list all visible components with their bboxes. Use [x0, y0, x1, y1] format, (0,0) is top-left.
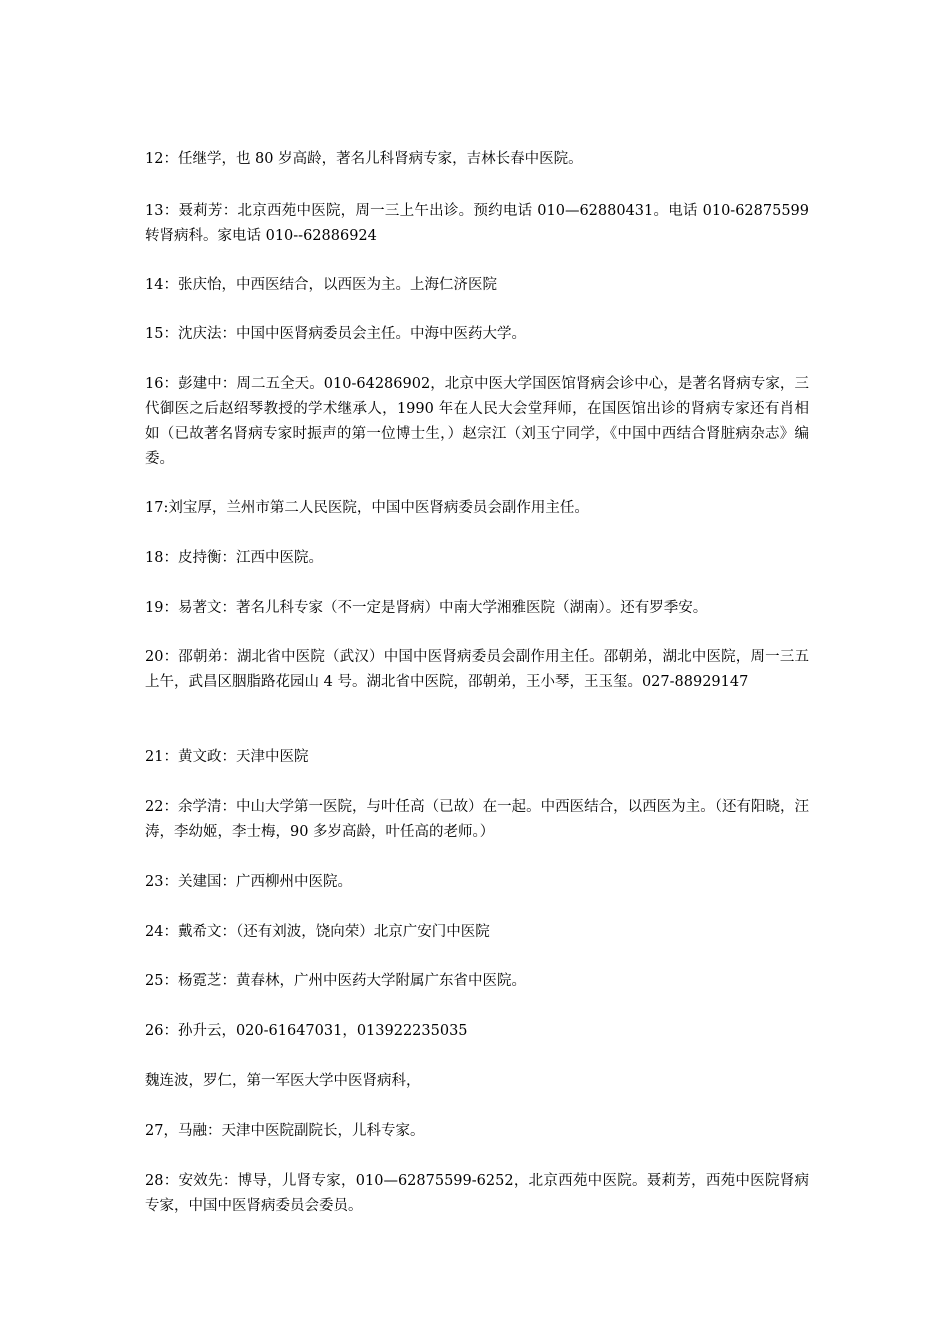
entry-27: 27，马融：天津中医院副院长，儿科专家。: [145, 1123, 425, 1139]
entry-unnumbered: 魏连波，罗仁，第一军医大学中医肾病科，: [145, 1073, 421, 1089]
entry-20: 20：邵朝弟：湖北省中医院（武汉）中国中医肾病委员会副作用主任。邵朝弟，湖北中医院，周一三五上午，武昌区胭脂路花园山 4 号。湖北省中医院，邵朝弟，王小琴，王玉玺。027-88929147: [145, 649, 809, 690]
entry-12: 12：任继学，也 80 岁高龄，著名儿科肾病专家，吉林长春中医院。: [145, 151, 583, 167]
entry-17: 17:刘宝厚，兰州市第二人民医院，中国中医肾病委员会副作用主任。: [145, 500, 589, 516]
document-page: [145, 0, 809, 1344]
entry-24: 24：戴希文：（还有刘波，饶向荣）北京广安门中医院: [145, 924, 490, 940]
entry-21: 21：黄文政：天津中医院: [145, 749, 309, 765]
entry-26: 26：孙升云，020-61647031，013922235035: [145, 1023, 468, 1039]
entry-14: 14：张庆怡，中西医结合，以西医为主。上海仁济医院: [145, 277, 497, 293]
entry-15: 15：沈庆法：中国中医肾病委员会主任。中海中医药大学。: [145, 326, 526, 342]
entry-25: 25：杨霓芝：黄春林，广州中医药大学附属广东省中医院。: [145, 973, 526, 989]
entry-18: 18：皮持衡：江西中医院。: [145, 550, 323, 566]
entry-16: 16：彭建中：周二五全天。010-64286902，北京中医大学国医馆肾病会诊中心，是著名肾病专家，三代御医之后赵绍琴教授的学术继承人，1990 年在人民大会堂拜师，在国医馆出诊的肾病专家还有肖相如（已故著名肾病专家时振声的第一位博士生，）赵宗江（刘玉宁同学，《中国中西结合肾脏病杂志》编委。: [145, 376, 809, 467]
entry-28: 28：安效先：博导，儿肾专家，010—62875599-6252，北京西苑中医院。聂莉芳，西苑中医院肾病专家，中国中医肾病委员会委员。: [145, 1173, 809, 1214]
entry-22: 22：余学清：中山大学第一医院，与叶任高（已故）在一起。中西医结合，以西医为主。（还有阳晓，汪涛，李幼姬，李士梅，90 多岁高龄，叶任高的老师。）: [145, 799, 809, 840]
entry-13: 13：聂莉芳：北京西苑中医院，周一三上午出诊。预约电话 010—62880431。电话 010-62875599 转肾病科。家电话 010--62886924: [145, 203, 809, 244]
entry-23: 23：关建国：广西柳州中医院。: [145, 874, 352, 890]
entry-19: 19：易著文：著名儿科专家（不一定是肾病）中南大学湘雅医院（湖南）。还有罗季安。: [145, 600, 708, 616]
